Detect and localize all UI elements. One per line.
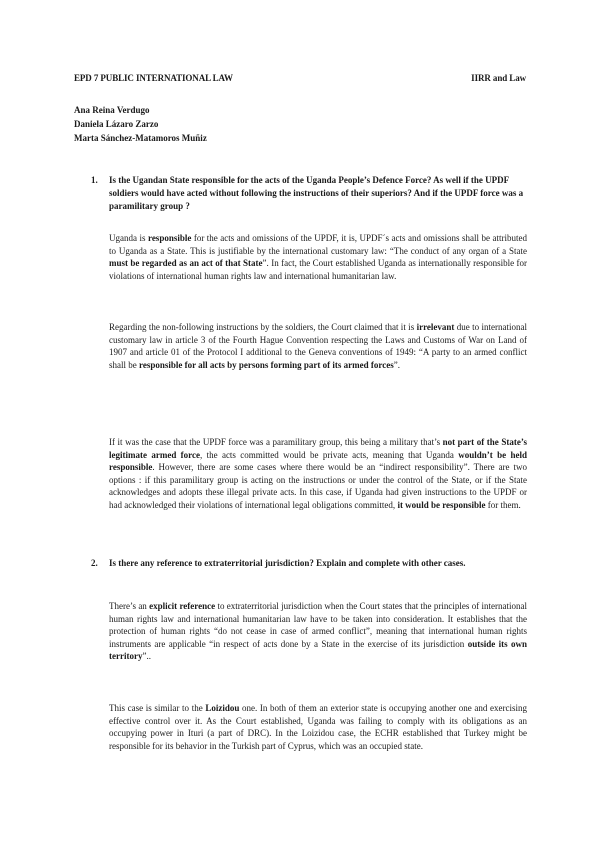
question-1-paragraph-3 bbox=[109, 436, 527, 512]
text-run: , the acts committed would be private acts, meaning that Uganda bbox=[200, 449, 459, 460]
question-1-title bbox=[91, 174, 528, 213]
course-title: EPD 7 PUBLIC INTERNATIONAL LAW bbox=[74, 73, 233, 83]
text-run: for them. bbox=[485, 499, 521, 510]
text-run: ”. bbox=[393, 359, 400, 370]
question-2-paragraph-2 bbox=[109, 702, 527, 752]
text-run: ”.. bbox=[142, 651, 151, 662]
question-number: 2. bbox=[91, 558, 98, 568]
author-name: Marta Sánchez-Matamoros Muñiz bbox=[74, 133, 207, 143]
bold-emphasis: wouldn’t be held responsible bbox=[109, 449, 527, 473]
text-run: ”. In fact, the Court established Uganda as internationally responsible for violations of international human rights law and international humanitarian law. bbox=[109, 258, 527, 281]
question-2-paragraph-1 bbox=[109, 600, 527, 663]
question-2-title bbox=[91, 557, 528, 570]
question-text: Is the Ugandan State responsible for the acts of the Uganda People’s Defence Force? As well if the UPDF soldiers would have acted without following the instructions of their superiors? And if the UPDF force was a paramilitary group ? bbox=[109, 175, 524, 211]
author-list bbox=[74, 103, 207, 145]
bold-emphasis: Loizidou bbox=[205, 703, 240, 713]
text-run: If it was the case that the UPDF force was a paramilitary group, this being a military that’s bbox=[109, 437, 443, 447]
bold-emphasis: outside its own territory bbox=[109, 638, 527, 662]
question-number: 1. bbox=[91, 175, 98, 185]
bold-emphasis: must be regarded as an act of that State bbox=[109, 258, 263, 269]
text-run: due to international customary law in article 3 of the Fourth Hague Convention respecting the Laws and Customs of War on Land of 1907 and article 01 of the Protocol I additional to the Geneva conventions of 1949: “A party to an armed conflict shall be bbox=[109, 322, 528, 370]
bold-emphasis: it would be responsible bbox=[397, 499, 486, 510]
text-run: There’s an bbox=[109, 601, 150, 611]
bold-emphasis: explicit reference bbox=[149, 601, 216, 611]
question-1-paragraph-2 bbox=[109, 321, 527, 371]
bold-emphasis: responsible for all acts by persons forming part of its armed forces bbox=[139, 359, 394, 370]
program-title: IIRR and Law bbox=[471, 73, 526, 83]
author-name: Daniela Lázaro Zarzo bbox=[74, 119, 159, 129]
document-header bbox=[74, 73, 526, 83]
text-run: one. In both of them an exterior state is occupying another one and exercising effective control over it. As the Court established, Uganda was failing to comply with its obligations as an occupying power in Ituri (a part of DRC). In the Loizidou case, the ECHR established that Turkey might be responsible for its behavior in the Turkish part of Cyprus, which was an occupied state. bbox=[109, 703, 527, 751]
question-text: Is there any reference to extraterritorial jurisdiction? Explain and complete with other cases. bbox=[109, 558, 466, 568]
text-run: Regarding the non-following instructions by the soldiers, the Court claimed that it is bbox=[109, 322, 417, 332]
bold-emphasis: not part of the State’s legitimate armed force bbox=[109, 437, 527, 460]
bold-emphasis: responsible bbox=[147, 233, 192, 243]
author-name: Ana Reina Verdugo bbox=[74, 105, 150, 115]
text-run: . However, there are some cases where there would be an “indirect responsibility”. There are two options : if this paramilitary group is acting on the instructions or under the control of the State, or if the State acknowledges and adopts these illegal private acts. In this case, if Uganda had given instructions to the UPDF or had acknowledged their violations of international legal obligations committed, bbox=[109, 462, 527, 510]
bold-emphasis: irrelevant bbox=[416, 322, 455, 332]
text-run: for the acts and omissions of the UPDF, it is, UPDF´s acts and omissions shall be attributed to Uganda as a State. This is justifiable by the international customary law: “The conduct of any organ of a State bbox=[109, 233, 527, 256]
question-1-paragraph-1 bbox=[109, 232, 527, 282]
text-run: to extraterritorial jurisdiction when the Court states that the principles of international human rights law and international humanitarian law have to be taken into consideration. It establishes that the protection of human rights “do not cease in case of armed conflict”, meaning that international human rights instruments are applicable “in respect of acts done by a State in the exercise of its jurisdiction bbox=[109, 601, 528, 649]
text-run: This case is similar to the bbox=[109, 703, 206, 713]
text-run: Uganda is bbox=[109, 233, 148, 243]
